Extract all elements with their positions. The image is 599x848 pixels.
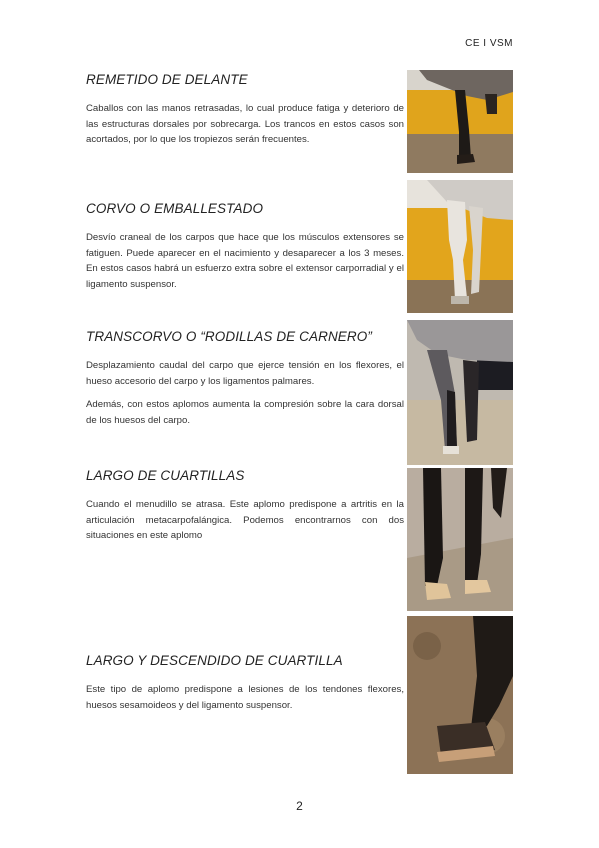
photo-corvo-o-emballestado bbox=[407, 180, 513, 313]
section-largo-y-descendido bbox=[86, 653, 404, 721]
section-title: LARGO Y DESCENDIDO DE CUARTILLA bbox=[86, 653, 343, 668]
section-paragraph: Cuando el menudillo se atrasa. Este aplomo predispone a artritis en la articulación metacarpofalángica. Podemos encontrarnos con dos situaciones en este aplomo bbox=[86, 499, 404, 541]
photo-transcorvo bbox=[407, 320, 513, 465]
photo-largo-de-cuartillas bbox=[407, 468, 513, 611]
horse-leg-photo-icon bbox=[407, 70, 513, 173]
section-paragraph: Desvío craneal de los carpos que hace que los músculos extensores se fatiguen. Puede aparecer en el nacimiento y desaparecer a los 3 meses. En estos casos habrá un esfuerzo extra sobre el extensor carporradial y el ligamento suspensor. bbox=[86, 232, 404, 290]
photo-remetido-de-delante bbox=[407, 70, 513, 173]
page-number: 2 bbox=[296, 799, 303, 813]
horse-leg-photo-icon bbox=[407, 180, 513, 313]
photo-largo-y-descendido bbox=[407, 616, 513, 774]
section-corvo-o-emballestado bbox=[86, 201, 404, 300]
horse-leg-photo-icon bbox=[407, 320, 513, 465]
section-paragraph: Desplazamiento caudal del carpo que ejerce tensión en los flexores, el hueso accesorio del carpo y los ligamentos palmares. bbox=[86, 360, 404, 387]
section-remetido-de-delante bbox=[86, 72, 404, 156]
running-header: CE I VSM bbox=[465, 38, 513, 49]
section-paragraph: Además, con estos aplomos aumenta la compresión sobre la cara dorsal de los huesos del carpo. bbox=[86, 399, 404, 426]
section-paragraph: Caballos con las manos retrasadas, lo cual produce fatiga y deterioro de las estructuras dorsales por sobrecarga. Los trancos en estos casos son acortados, por lo que los tropiezos serán frecuentes. bbox=[86, 103, 404, 145]
section-title: CORVO O EMBALLESTADO bbox=[86, 201, 264, 216]
section-title: TRANSCORVO O “RODILLAS DE CARNERO” bbox=[86, 329, 372, 344]
horse-leg-photo-icon bbox=[407, 468, 513, 611]
section-largo-de-cuartillas bbox=[86, 468, 404, 552]
section-transcorvo bbox=[86, 329, 404, 436]
section-paragraph: Este tipo de aplomo predispone a lesiones de los tendones flexores, huesos sesamoideos y del ligamento suspensor. bbox=[86, 684, 404, 711]
section-title: LARGO DE CUARTILLAS bbox=[86, 468, 245, 483]
horse-hoof-photo-icon bbox=[407, 616, 513, 774]
section-title: REMETIDO DE DELANTE bbox=[86, 72, 248, 87]
